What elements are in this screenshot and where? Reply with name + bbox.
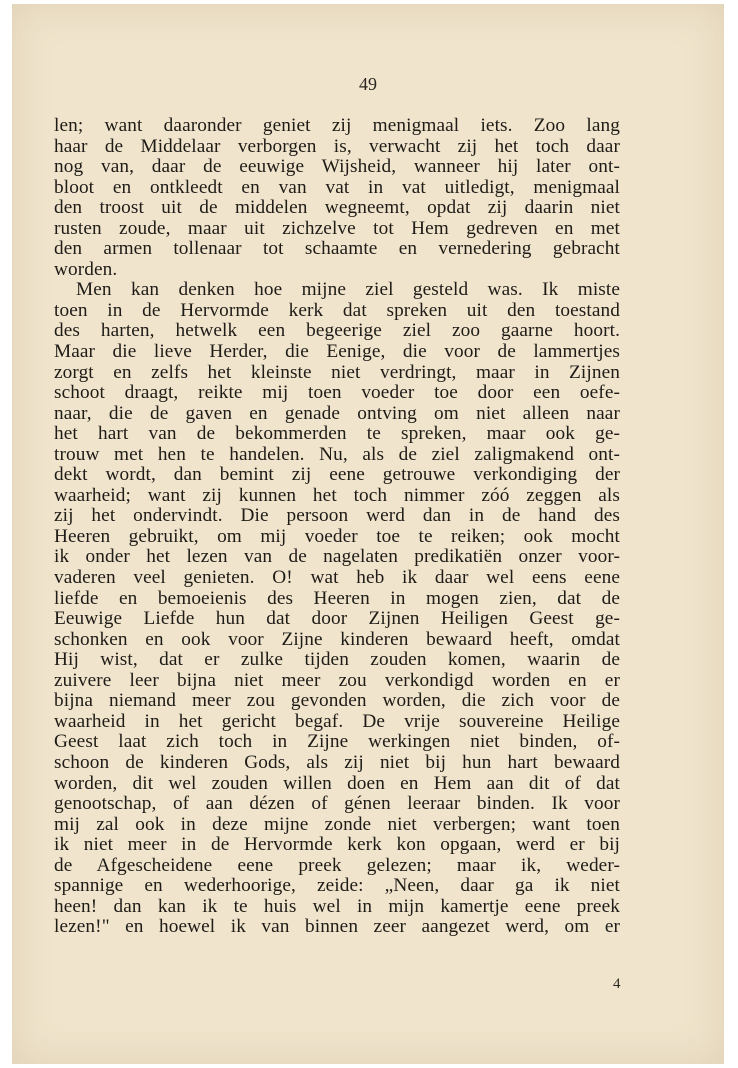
- text-line: Eeuwige Liefde hun dat door Zijnen Heiligen Geest ge-: [54, 608, 620, 630]
- text-line: schoot draagt, reikte mij toen voeder toe door een oefe-: [54, 382, 620, 404]
- text-line: ik onder het lezen van de nagelaten predikatiën onzer voor-: [54, 546, 620, 568]
- page-number: 49: [359, 74, 377, 94]
- text-line: waarheid in het gericht begaf. De vrije souvereine Heilige: [54, 710, 620, 732]
- text-line: zuivere leer bijna niet meer zou verkondigd worden en er: [54, 669, 620, 691]
- text-line: vaderen veel genieten. O! wat heb ik daar wel eens eene: [54, 567, 620, 589]
- text-line: haar de Middelaar verborgen is, verwacht zij het toch daar: [54, 135, 620, 157]
- text-line: spannige en wederhoorige, zeide: „Neen, daar ga ik niet: [54, 875, 620, 897]
- body-text: [54, 116, 620, 938]
- text-line: dekt wordt, dan bemint zij eene getrouwe verkondiging der: [54, 464, 620, 486]
- text-line: len; want daaronder geniet zij menigmaal iets. Zoo lang: [54, 115, 620, 136]
- book-page: [12, 4, 724, 1064]
- text-line: schoon de kinderen Gods, als zij niet bij hun hart bewaard: [54, 751, 620, 773]
- text-line: des harten, hetwelk een begeerige ziel zoo gaarne hoort.: [54, 320, 620, 342]
- text-line: schonken en ook voor Zijne kinderen bewaard heeft, omdat: [54, 628, 620, 650]
- text-line: trouw met hen te handelen. Nu, als de ziel zaligmakend ont-: [54, 443, 620, 465]
- text-line: Geest laat zich toch in Zijne werkingen niet binden, of-: [54, 731, 620, 753]
- text-line: Hij wist, dat er zulke tijden zouden komen, waarin de: [54, 649, 620, 671]
- text-line: rusten zoude, maar uit zichzelve tot Hem gedreven en met: [54, 217, 620, 239]
- text-line: den troost uit de middelen wegneemt, opdat zij daarin niet: [54, 197, 620, 219]
- text-line: zij het ondervindt. Die persoon werd dan in de hand des: [54, 505, 620, 527]
- text-line: lezen!" en hoewel ik van binnen zeer aangezet werd, om er: [54, 916, 620, 938]
- signature-mark: 4: [613, 976, 621, 992]
- text-line: Heeren gebruikt, om mij voeder toe te reiken; ook mocht: [54, 525, 620, 547]
- text-line: heen! dan kan ik te huis wel in mijn kamertje eene preek: [54, 895, 620, 917]
- text-line: den armen tollenaar tot schaamte en vernedering gebracht: [54, 238, 620, 260]
- text-line: ik niet meer in de Hervormde kerk kon opgaan, werd er bij: [54, 834, 620, 856]
- text-line: nog van, daar de eeuwige Wijsheid, wanneer hij later ont-: [54, 156, 620, 178]
- text-line: mij zal ook in deze mijne zonde niet verbergen; want toen: [54, 813, 620, 835]
- text-line: waarheid; want zij kunnen het toch nimmer zóó zeggen als: [54, 484, 620, 506]
- text-line: naar, die de gaven en genade ontving om niet alleen naar: [54, 402, 620, 424]
- text-line: bijna niemand meer zou gevonden worden, die zich voor de: [54, 690, 620, 712]
- text-line: zorgt en zelfs het kleinste niet verdringt, maar in Zijnen: [54, 361, 620, 383]
- text-line: toen in de Hervormde kerk dat spreken uit den toestand: [54, 299, 620, 321]
- text-line: bloot en ontkleedt en van vat in vat uitledigt, menigmaal: [54, 176, 620, 198]
- text-line: genootschap, of aan dézen of génen leeraar binden. Ik voor: [54, 793, 620, 815]
- text-line: het hart van de bekommerden te spreken, maar ook ge-: [54, 423, 620, 445]
- text-line: Men kan denken hoe mijne ziel gesteld was. Ik miste: [76, 279, 620, 301]
- text-line: liefde en bemoeienis des Heeren in mogen zien, dat de: [54, 587, 620, 609]
- text-line: Maar die lieve Herder, die Eenige, die voor de lammertjes: [54, 341, 620, 363]
- text-line: worden, dit wel zouden willen doen en Hem aan dit of dat: [54, 772, 620, 794]
- text-line: de Afgescheidene eene preek gelezen; maar ik, weder-: [54, 854, 620, 876]
- text-line: worden.: [54, 258, 118, 280]
